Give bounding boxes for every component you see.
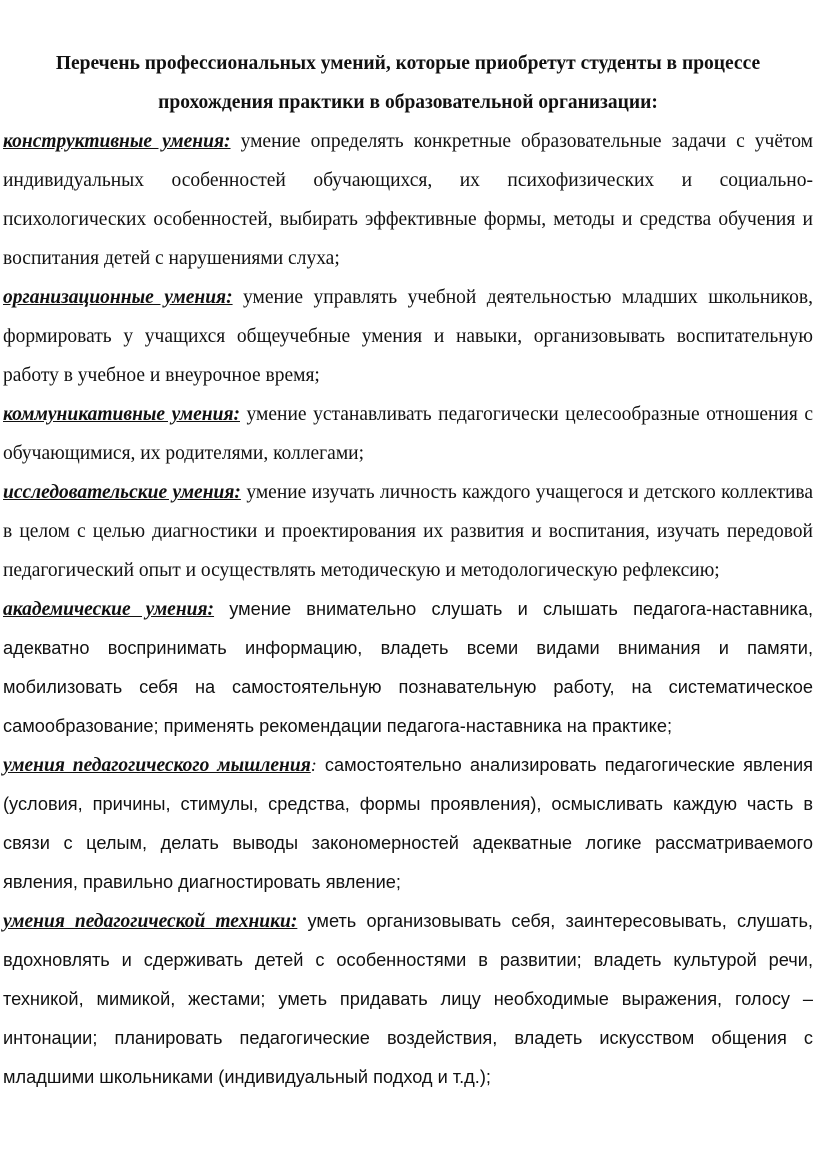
title-line-2: прохождения практики в образовательной организации: — [158, 92, 658, 113]
section-text: умение изучать личность каждого учащегося и детского коллектива в целом с целью диагностики и проектирования их развития и воспитания, изучать передовой педагогический опыт и осуществлять методическую и методологическую рефлексию; — [3, 482, 814, 581]
section-text: умение устанавливать педагогически целесообразные отношения с обучающимися, их родителями, коллегами; — [3, 404, 814, 464]
section-academic-skills — [3, 590, 813, 746]
section-pedagogical-thinking-skills — [3, 746, 813, 902]
section-term: конструктивные умения: — [3, 131, 231, 152]
section-term: организационные умения: — [3, 287, 233, 308]
document-title — [3, 44, 813, 122]
section-text: самостоятельно анализировать педагогические явления (условия, причины, стимулы, средства, формы проявления), осмысливать каждую часть в связи с целым, делать выводы закономерностей адекватные логике рассматриваемого явления, правильно диагностировать явление; — [3, 755, 813, 892]
section-term: исследовательские умения: — [3, 482, 241, 503]
section-term-suffix: : — [310, 755, 317, 775]
section-text: уметь организовывать себя, заинтересовывать, слушать, вдохновлять и сдерживать детей с особенностями в развитии; владеть культурой речи, техникой, мимикой, жестами; уметь придавать лицу необходимые выражения, голосу – интонации; планировать педагогические воздействия, владеть искусством общения с младшими школьниками (индивидуальный подход и т.д.); — [3, 911, 813, 1087]
section-text: умение определять конкретные образовательные задачи с учётом индивидуальных особенностей обучающихся, их психофизических и социально-психологических особенностей, выбирать эффективные формы, методы и средства обучения и воспитания детей с нарушениями слуха; — [3, 131, 813, 269]
section-organizational-skills — [3, 278, 813, 395]
section-text: умение внимательно слушать и слышать педагога-наставника, адекватно воспринимать информацию, владеть всеми видами внимания и памяти, мобилизовать себя на самостоятельную познавательную работу, на систематическое самообразование; применять рекомендации педагога-наставника на практике; — [3, 599, 813, 736]
section-text: умение управлять учебной деятельностью младших школьников, формировать у учащихся общеучебные умения и навыки, организовывать воспитательную работу в учебное и внеурочное время; — [3, 287, 813, 386]
section-term: академические умения: — [3, 599, 215, 620]
section-term: умения педагогической техники: — [3, 911, 298, 932]
section-term: умения педагогического мышления — [3, 755, 311, 776]
section-constructive-skills — [3, 122, 813, 278]
section-communicative-skills — [3, 395, 813, 473]
section-research-skills — [3, 473, 813, 590]
section-pedagogical-technique-skills — [3, 902, 813, 1097]
title-line-1: Перечень профессиональных умений, которые приобретут студенты в процессе — [55, 53, 761, 74]
section-term: коммуникативные умения: — [3, 404, 240, 425]
